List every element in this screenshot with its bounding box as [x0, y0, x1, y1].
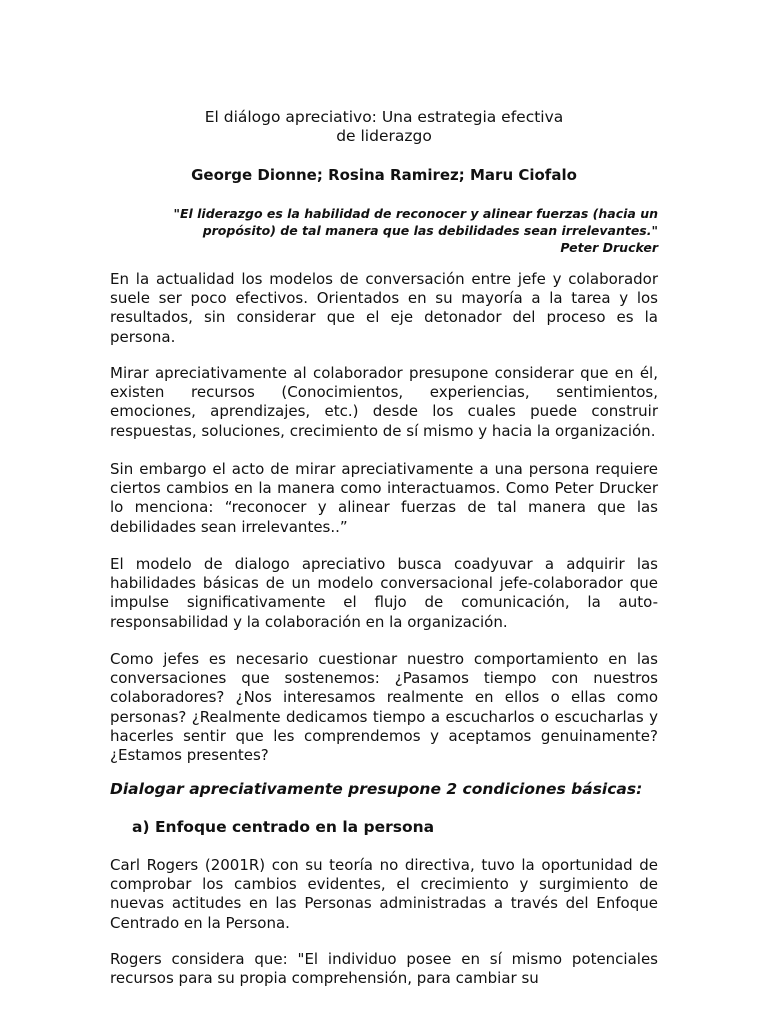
- document-title: [110, 108, 658, 146]
- quote-author: Peter Drucker: [560, 240, 658, 255]
- paragraph-4: El modelo de dialogo apreciativo busca coadyuvar a adquirir las habilidades básicas de un modelo conversacional jefe-colaborador que impulse significativamente el flujo de comunicación, la auto-responsabilidad y la colaboración en la organización.: [110, 555, 658, 631]
- subheading-a: a) Enfoque centrado en la persona: [132, 818, 435, 836]
- section-heading: Dialogar apreciativamente presupone 2 condiciones básicas:: [110, 780, 643, 798]
- paragraph-2: Mirar apreciativamente al colaborador presupone considerar que en él, existen recursos (Conocimientos, experiencias, sentimientos, emociones, aprendizajes, etc.) desde los cuales puede construir respuestas, soluciones, crecimiento de sí mismo y hacia la organización.: [110, 364, 658, 440]
- paragraph-1: En la actualidad los modelos de conversación entre jefe y colaborador suele ser poco efectivos. Orientados en su mayoría a la tarea y los resultados, sin considerar que el eje detonador del proceso es la persona.: [110, 270, 658, 346]
- paragraph-6: Carl Rogers (2001R) con su teoría no directiva, tuvo la oportunidad de comprobar los cambios evidentes, el crecimiento y surgimiento de nuevas actitudes en las Personas administradas a través del Enfoque Centrado en la Persona.: [110, 856, 658, 932]
- paragraph-7: Rogers considera que: "El individuo posee en sí mismo potenciales recursos para su propia comprehensión, para cambiar su: [110, 950, 658, 988]
- title-line-2: de liderazgo: [336, 127, 432, 145]
- quote-text: "El liderazgo es la habilidad de reconocer y alinear fuerzas (hacia un propósito) de tal manera que las debilidades sean irrelevantes.": [173, 206, 658, 238]
- title-line-1: El diálogo apreciativo: Una estrategia efectiva: [204, 108, 564, 126]
- document-authors: George Dionne; Rosina Ramirez; Maru Ciofalo: [191, 166, 577, 184]
- epigraph-quote: [150, 205, 658, 256]
- paragraph-3: Sin embargo el acto de mirar apreciativamente a una persona requiere ciertos cambios en la manera como interactuamos. Como Peter Drucker lo menciona: “reconocer y alinear fuerzas de tal manera que las debilidades sean irrelevantes..”: [110, 460, 658, 536]
- paragraph-5: Como jefes es necesario cuestionar nuestro comportamiento en las conversaciones que sostenemos: ¿Pasamos tiempo con nuestros colaboradores? ¿Nos interesamos realmente en ellos o ellas como personas? ¿Realmente dedicamos tiempo a escucharlos o escucharlas y hacerles sentir que les comprendemos y aceptamos genuinamente? ¿Estamos presentes?: [110, 650, 658, 765]
